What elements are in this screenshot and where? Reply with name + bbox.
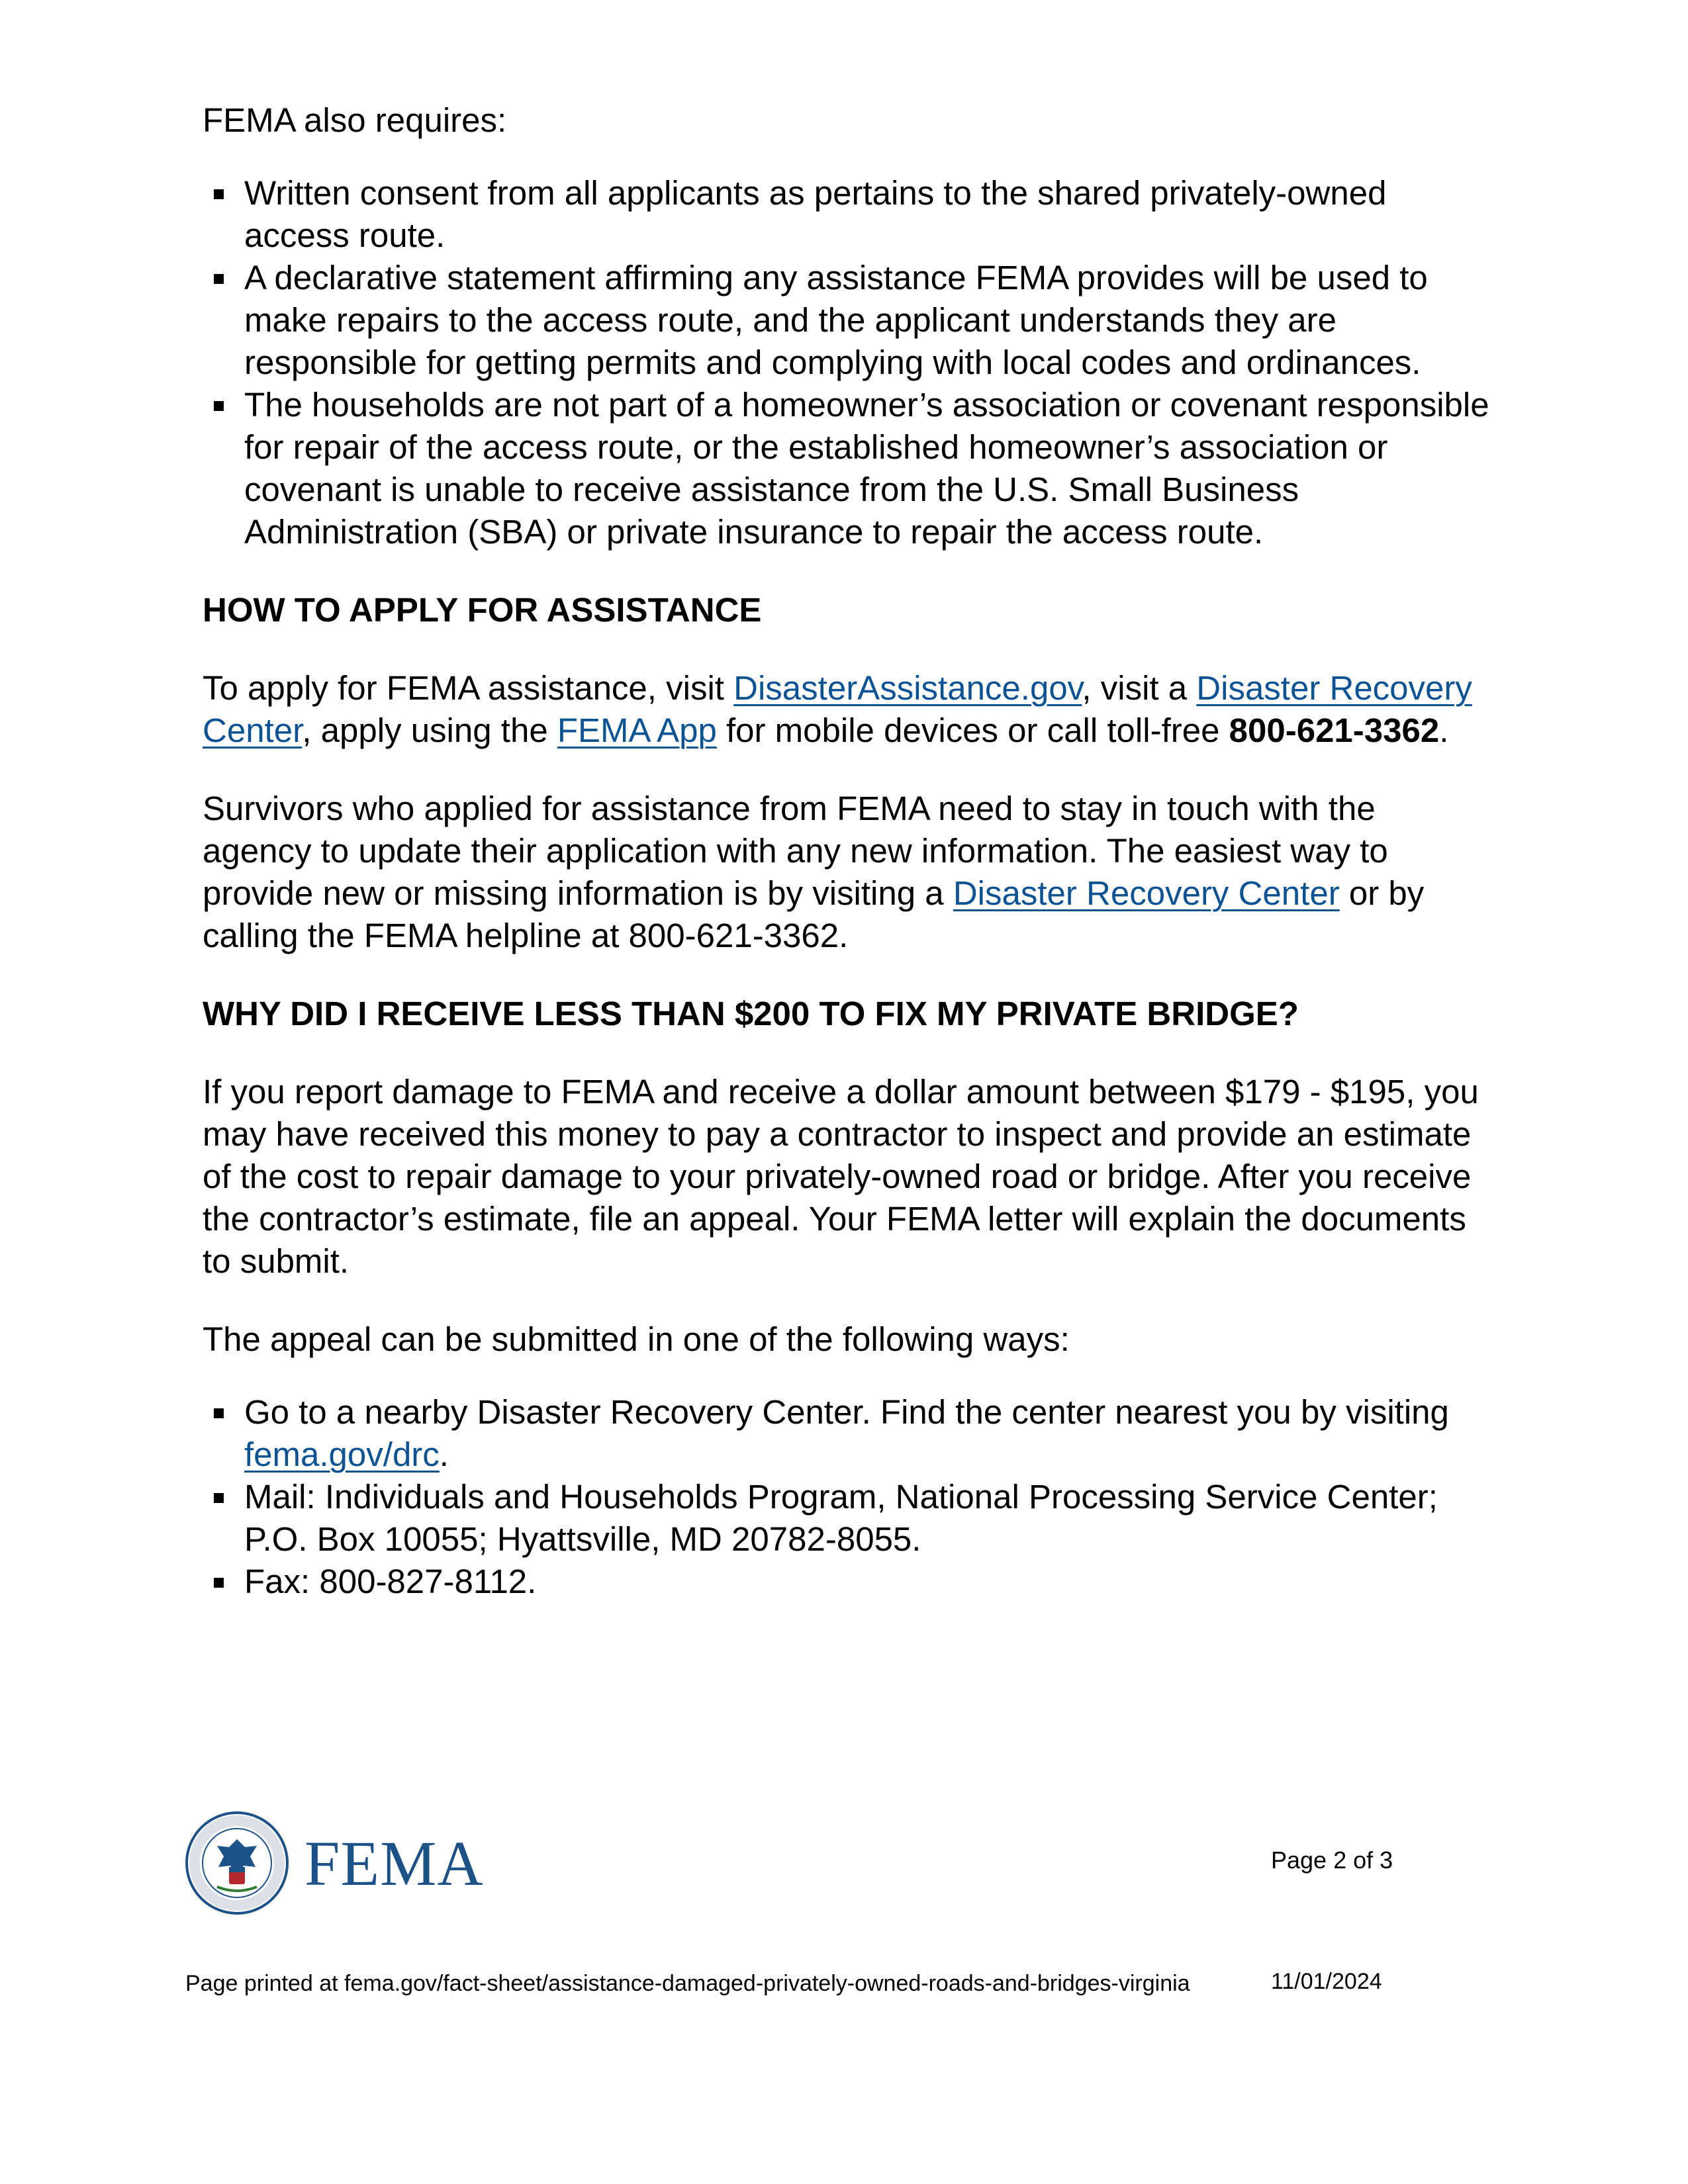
text: . <box>1439 711 1449 749</box>
fema-wordmark: FEMA <box>305 1827 484 1899</box>
list-item: The households are not part of a homeowner’s association or covenant responsible for repair of the access route, or the established homeowner’s association or covenant is unable to receive assistance from the U.S. Small Business Administration (SBA) or private insurance to repair the access route. <box>203 384 1493 553</box>
fema-logo <box>184 1810 484 1916</box>
list-item: A declarative statement affirming any assistance FEMA provides will be used to make repairs to the access route, and the applicant understands they are responsible for getting permits and complying with local codes and ordinances. <box>203 257 1493 384</box>
appeal-list <box>203 1391 1493 1603</box>
text: , visit a <box>1082 669 1197 707</box>
bridge-paragraph: If you report damage to FEMA and receive a dollar amount between $179 - $195, you may have received this money to pay a contractor to inspect and provide an estimate of the cost to repair damage to your privately-owned road or bridge. After you receive the contractor’s estimate, file an appeal. Your FEMA letter will explain the documents to submit. <box>203 1073 1479 1280</box>
printed-url: Page printed at fema.gov/fact-sheet/assistance-damaged-privately-owned-roads-and-bridges-virginia <box>185 1971 1190 1996</box>
text: or by calling the FEMA helpline at 800-621-3362. <box>203 874 1425 954</box>
list-item: Mail: Individuals and Households Program, National Processing Service Center; P.O. Box 10055; Hyattsville, MD 20782-8055. <box>203 1476 1493 1561</box>
apply-heading: HOW TO APPLY FOR ASSISTANCE <box>203 591 762 629</box>
intro-text: FEMA also requires: <box>203 101 507 139</box>
document-body <box>203 99 1493 1639</box>
text: Survivors who applied for assistance from FEMA need to stay in touch with the agency to update their application with any new information. The easiest way to provide new or missing information is by visiting a <box>203 790 1388 912</box>
phone-number: 800-621-3362 <box>1229 711 1440 749</box>
fema-app-link[interactable]: FEMA App <box>557 711 717 749</box>
printed-date: 11/01/2024 <box>1271 1969 1382 1994</box>
fema-drc-link[interactable]: fema.gov/drc <box>244 1435 440 1473</box>
text: , apply using the <box>302 711 557 749</box>
text: To apply for FEMA assistance, visit <box>203 669 734 707</box>
dhs-seal-icon <box>184 1810 290 1916</box>
page-number: Page 2 of 3 <box>1271 1846 1393 1874</box>
list-item <box>203 1391 1493 1476</box>
drc-link-2[interactable]: Disaster Recovery Center <box>953 874 1340 912</box>
requirements-list <box>203 172 1493 553</box>
list-item: Fax: 800-827-8112. <box>203 1561 1493 1603</box>
text: . <box>439 1435 449 1473</box>
apply-paragraph <box>203 667 1493 752</box>
disasterassistance-link[interactable]: DisasterAssistance.gov <box>733 669 1082 707</box>
text: Go to a nearby Disaster Recovery Center. Find the center nearest you by visiting <box>244 1393 1449 1431</box>
drc-link[interactable]: Disaster Recovery Center <box>203 669 1472 749</box>
list-item: Written consent from all applicants as pertains to the shared privately-owned access route. <box>203 172 1493 257</box>
survivors-paragraph <box>203 788 1493 957</box>
bridge-heading: WHY DID I RECEIVE LESS THAN $200 TO FIX MY PRIVATE BRIDGE? <box>203 995 1299 1032</box>
appeal-intro: The appeal can be submitted in one of the following ways: <box>203 1320 1070 1358</box>
text: for mobile devices or call toll-free <box>716 711 1229 749</box>
